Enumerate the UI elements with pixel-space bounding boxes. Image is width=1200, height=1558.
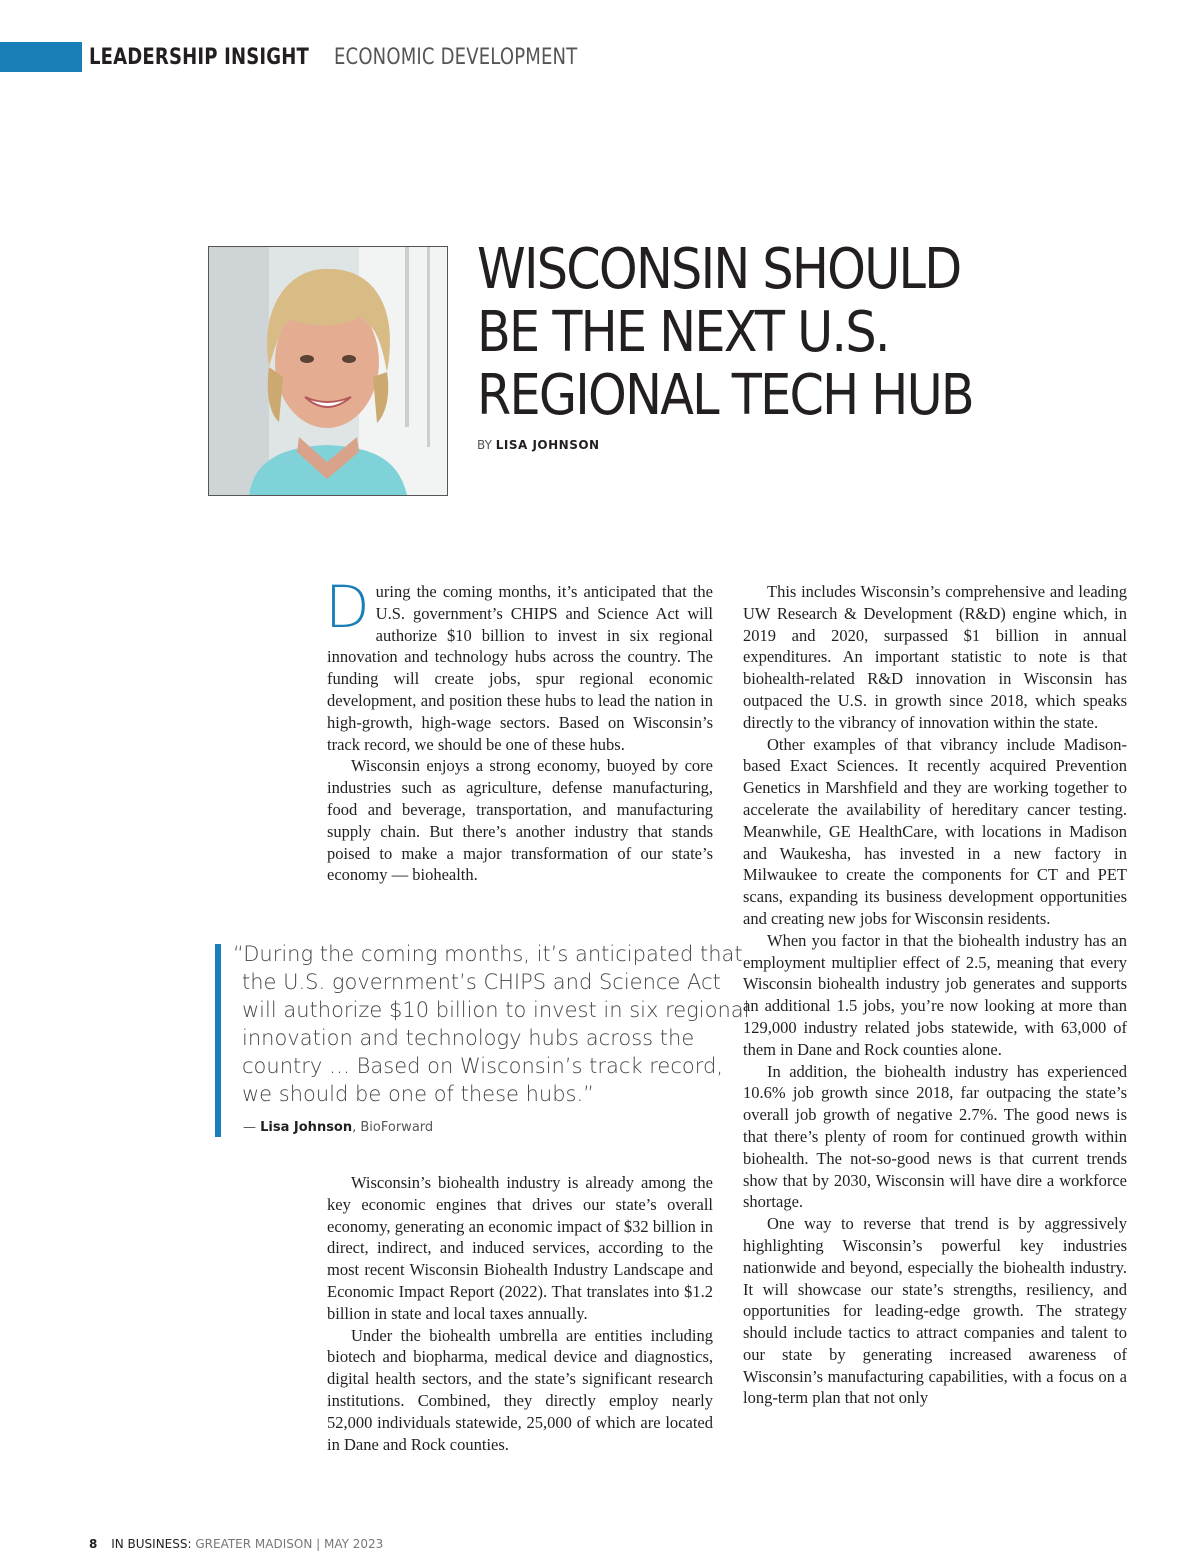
attribution-dash: — bbox=[243, 1120, 256, 1135]
pullquote-accent-bar bbox=[215, 944, 221, 1137]
headline-line: WISCONSIN SHOULD bbox=[477, 237, 961, 302]
article-headline bbox=[477, 238, 1037, 427]
section-accent-bar bbox=[0, 42, 82, 72]
section-name: ECONOMIC DEVELOPMENT bbox=[334, 45, 578, 70]
column-1-bottom bbox=[327, 1172, 713, 1455]
pullquote bbox=[233, 940, 750, 1108]
section-header bbox=[89, 45, 631, 70]
column-2 bbox=[743, 581, 1127, 1409]
drop-cap: D bbox=[325, 573, 370, 641]
paragraph: When you factor in that the biohealth industry has an employment multiplier effect of 2.5, meaning that every Wisconsin biohealth industry job generates and supports an additional 1.5 jobs, you’re now looking at more than 129,000 industry related jobs statewide, with 63,000 of them in Dane and Rock counties alone. bbox=[743, 930, 1127, 1059]
page-number: 8 bbox=[89, 1537, 98, 1551]
byline-author: LISA JOHNSON bbox=[495, 438, 600, 452]
pullquote-line: we should be one of these hubs.” bbox=[242, 1082, 595, 1106]
paragraph: Under the biohealth umbrella are entities including biotech and biopharma, medical device and diagnostics, digital health sectors, and the state’s significant research institutions. Combined, they directly employ nearly 52,000 individuals statewide, 25,000 of which are located in Dane and Rock counties. bbox=[327, 1325, 713, 1454]
byline bbox=[477, 438, 600, 452]
pullquote-attribution bbox=[243, 1120, 433, 1135]
paragraph: One way to reverse that trend is by aggressively highlighting Wisconsin’s powerful key industries nationwide and beyond, especially the biohealth industry. It will showcase our state’s strengths, resiliency, and opportunities for leading-edge growth. The strategy should include tactics to attract companies and talent to our state by generating increased awareness of Wisconsin’s manufacturing capabilities, with a focus on a long-term plan that not only bbox=[743, 1214, 1127, 1408]
author-photo bbox=[208, 246, 448, 496]
page-footer bbox=[89, 1537, 383, 1551]
byline-prefix: BY bbox=[477, 438, 492, 452]
pullquote-line: innovation and technology hubs across the bbox=[242, 1026, 695, 1050]
headline-line: REGIONAL TECH HUB bbox=[477, 363, 973, 428]
column-1-top bbox=[325, 573, 713, 886]
attribution-name: Lisa Johnson bbox=[260, 1120, 353, 1135]
paragraph: This includes Wisconsin’s comprehensive and leading UW Research & Development (R&D) engine which, in 2019 and 2020, surpassed $1 billion in annual expenditures. An important statistic to note is that biohealth-related R&D innovation in Wisconsin has outpaced the U.S. in growth since 2018, which speaks directly to the vibrancy of innovation within the state. bbox=[743, 582, 1127, 732]
edition-info: GREATER MADISON | MAY 2023 bbox=[195, 1537, 384, 1551]
paragraph: In addition, the biohealth industry has experienced 10.6% job growth since 2018, far outpacing the state’s overall job growth of negative 2.7%. The good news is that there’s plenty of room for continued growth within biohealth. The not-so-good news is that current trends show that by 2030, Wisconsin will have dire a workforce shortage. bbox=[743, 1061, 1127, 1212]
pullquote-line: country … Based on Wisconsin’s track record, bbox=[242, 1054, 724, 1078]
attribution-org: , BioForward bbox=[352, 1120, 434, 1135]
paragraph: During the coming months, it’s anticipated that the U.S. government’s CHIPS and Science Act will authorize $10 billion to invest in six regional innovation and technology hubs across the country. The funding will create jobs, spur regional economic development, and position these hubs to lead the nation in high-growth, high-wage sectors. Based on Wisconsin’s track record, we should be one of these hubs. bbox=[325, 573, 713, 754]
pullquote-line: will authorize $10 billion to invest in six regional bbox=[242, 998, 750, 1022]
section-kicker: LEADERSHIP INSIGHT bbox=[89, 45, 309, 70]
headline-line: BE THE NEXT U.S. bbox=[477, 300, 889, 365]
pullquote-line: the U.S. government’s CHIPS and Science Act bbox=[242, 970, 721, 994]
publication-name: IN BUSINESS: bbox=[111, 1537, 192, 1551]
paragraph: Wisconsin enjoys a strong economy, buoyed by core industries such as agriculture, defense manufacturing, food and beverage, transportation, and manufacturing supply chain. But there’s another industry that stands poised to make a major transformation of our state’s economy — biohealth. bbox=[327, 756, 713, 885]
paragraph: Other examples of that vibrancy include Madison-based Exact Sciences. It recently acquired Prevention Genetics in Marshfield and they are working together to accelerate the availability of hereditary cancer testing. Meanwhile, GE HealthCare, with locations in Madison and Waukesha, has invested in a new factory in Milwaukee to create the components for CT and PET scans, expanding its business development opportunities and creating new jobs for Wisconsin residents. bbox=[743, 734, 1127, 928]
paragraph: Wisconsin’s biohealth industry is already among the key economic engines that drives our state’s overall economy, generating an economic impact of $32 billion in direct, indirect, and induced services, according to the most recent Wisconsin Biohealth Industry Landscape and Economic Impact Report (2022). That translates into $1.2 billion in state and local taxes annually. bbox=[327, 1173, 713, 1323]
pullquote-line: “During the coming months, it’s anticipated that bbox=[233, 942, 743, 966]
